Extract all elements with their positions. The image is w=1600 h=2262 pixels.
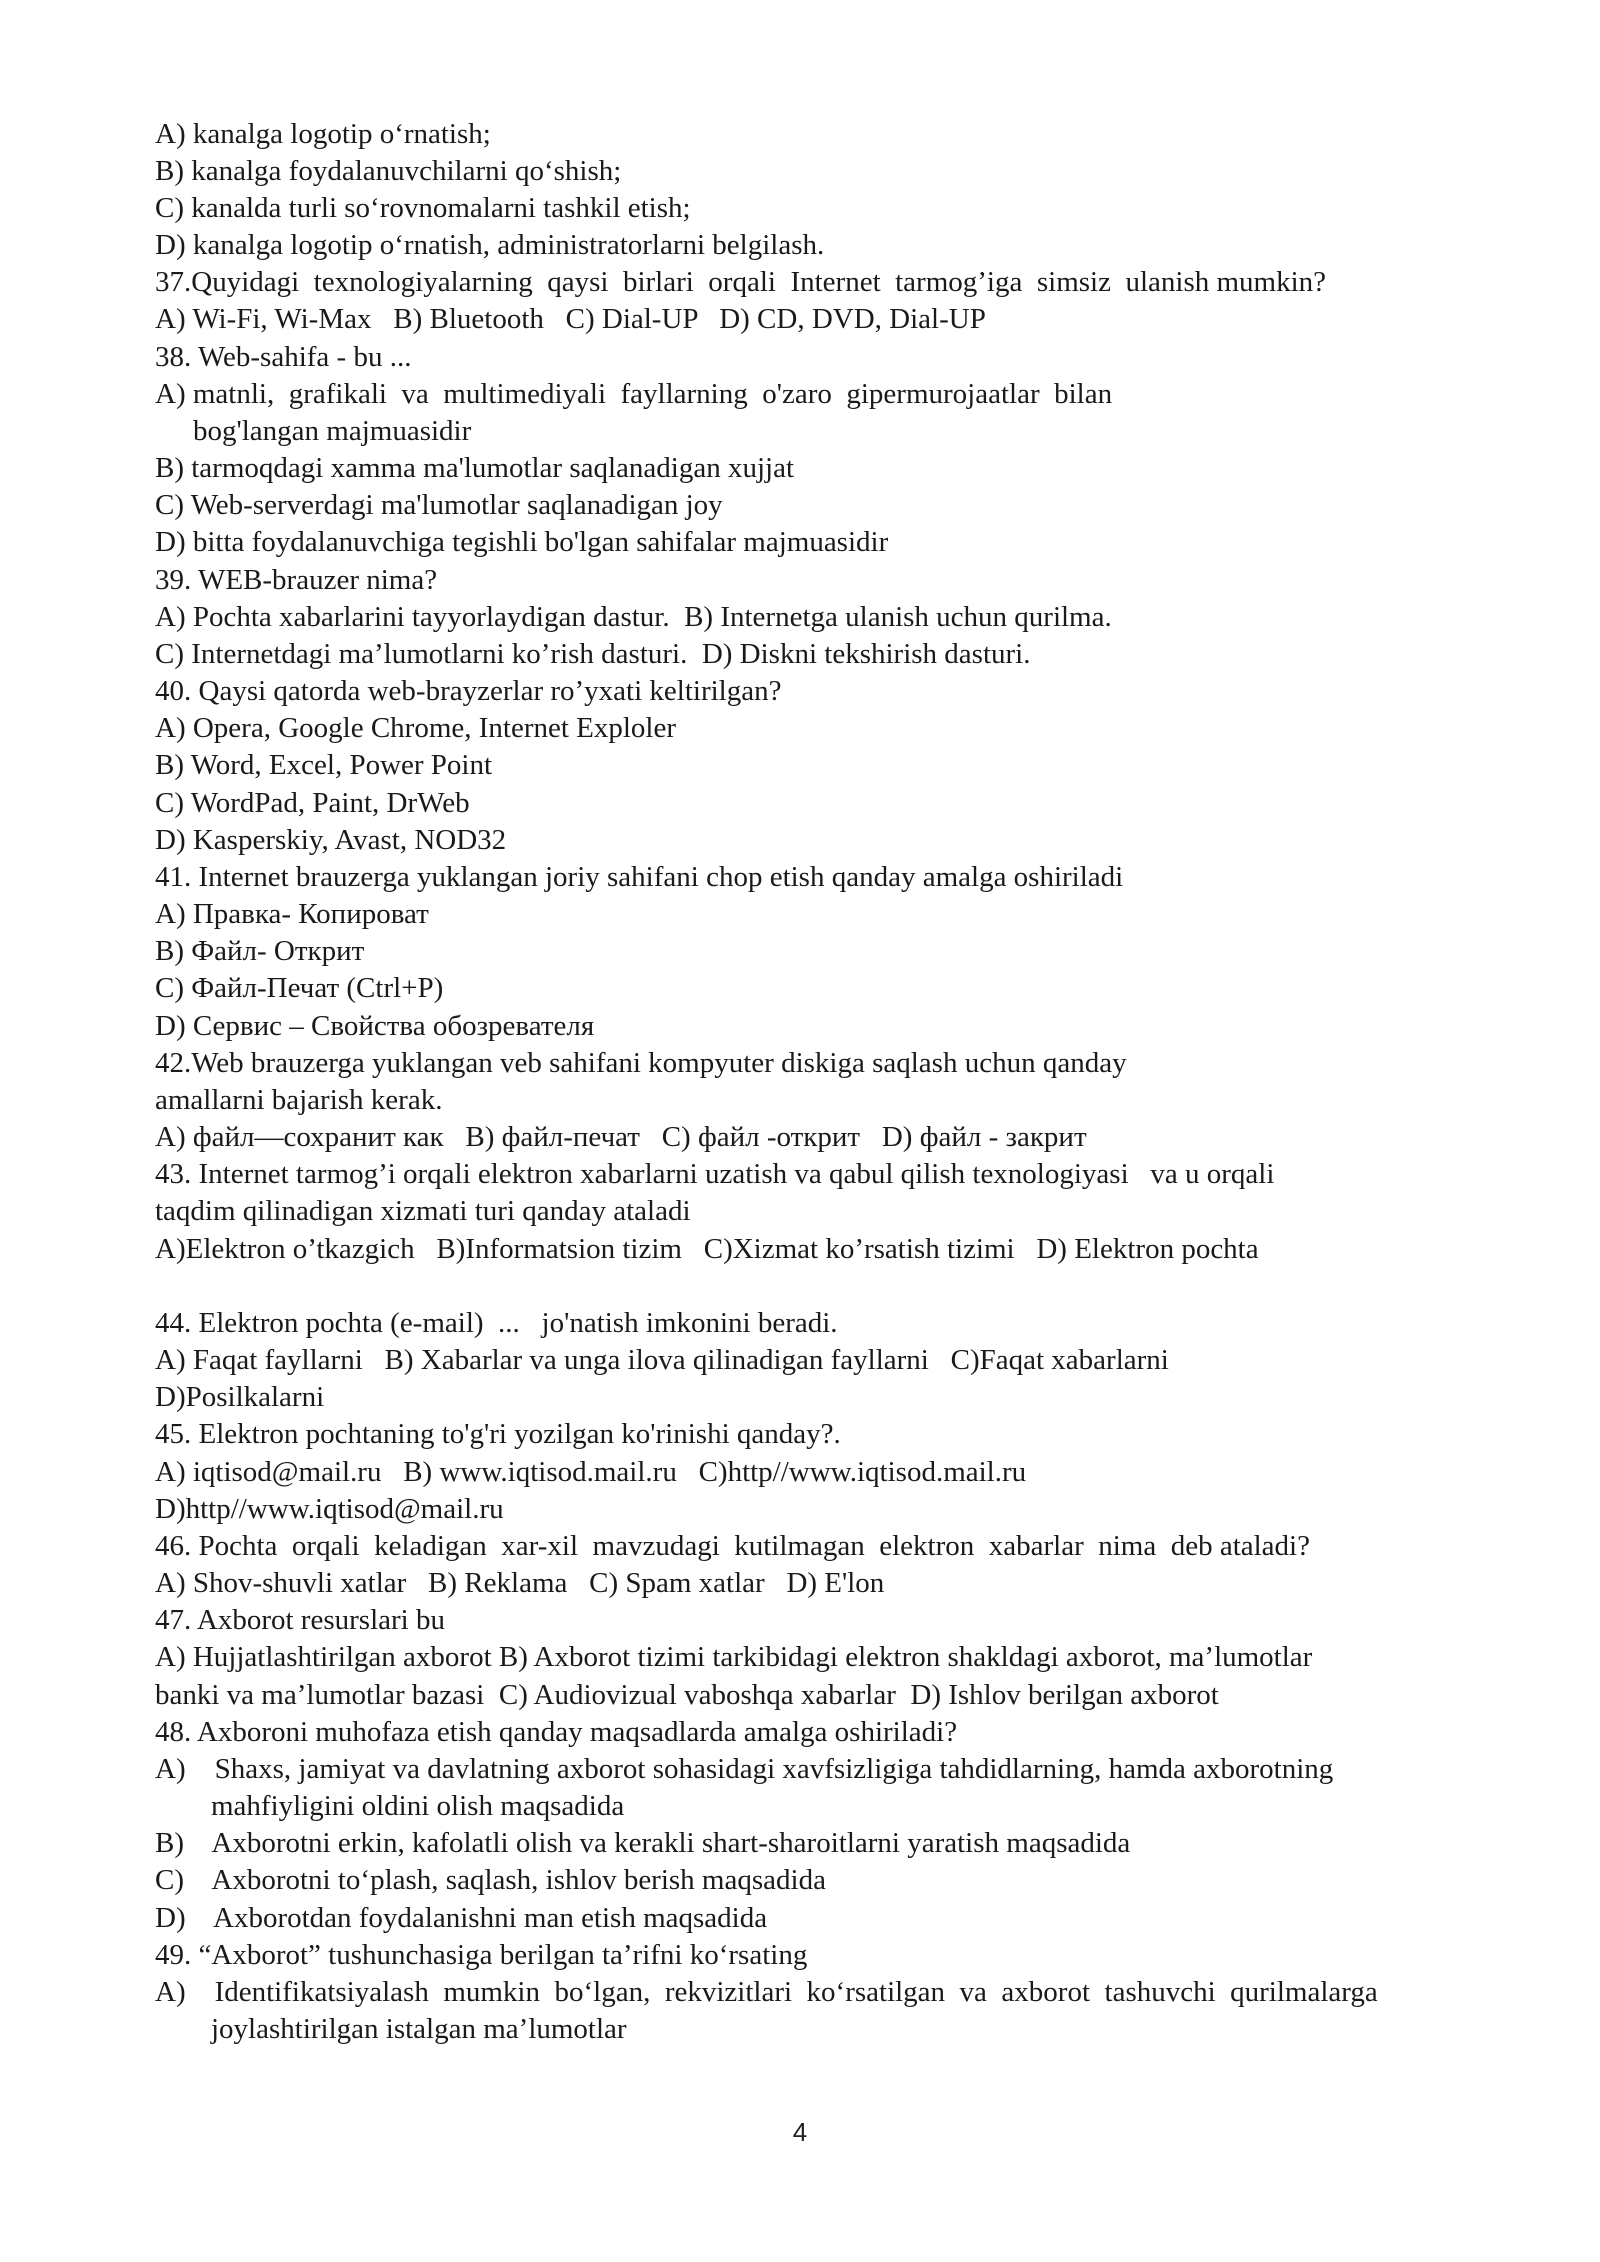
- answer-48-d: D) Axborotdan foydalanishni man etish maqsadida: [155, 1902, 768, 1934]
- question-40: 40. Qaysi qatorda web-brayzerlar ro’yxati keltirilgan?: [155, 675, 782, 707]
- answer-48-a-cont: mahfiyligini oldini olish maqsadida: [211, 1790, 625, 1822]
- answer-41-c: C) Файл-Печат (Ctrl+P): [155, 972, 444, 1004]
- answers-44: A) Faqat fayllarni B) Xabarlar va unga ilova qilinadigan fayllarni C)Faqat xabarlarni: [155, 1344, 1169, 1376]
- answers-39-cd: C) Internetdagi ma’lumotlarni ko’rish dasturi. D) Diskni tekshirish dasturi.: [155, 638, 1031, 670]
- question-42: 42.Web brauzerga yuklangan veb sahifani kompyuter diskiga saqlash uchun qanday: [155, 1047, 1127, 1079]
- question-43: 43. Internet tarmog’i orqali elektron xabarlarni uzatish va qabul qilish texnologiyasi va u orqali: [155, 1158, 1275, 1190]
- question-37: 37.Quyidagi texnologiyalarning qaysi birlari orqali Internet tarmog’iga simsiz ulanish mumkin?: [155, 266, 1327, 298]
- question-48: 48. Axboroni muhofaza etish qanday maqsadlarda amalga oshiriladi?: [155, 1716, 958, 1748]
- answers-39-ab: A) Pochta xabarlarini tayyorlaydigan dastur. B) Internetga ulanish uchun qurilma.: [155, 601, 1112, 633]
- question-38: 38. Web-sahifa - bu ...: [155, 341, 412, 373]
- answers-44-cont: D)Posilkalarni: [155, 1381, 325, 1413]
- text-line: A) kanalga logotip o‘rnatish;: [155, 118, 491, 150]
- answers-43: A)Elektron o’tkazgich B)Informatsion tizim C)Xizmat ko’rsatish tizimi D) Elektron pochta: [155, 1233, 1259, 1265]
- answer-49-a-cont: joylashtirilgan istalgan ma’lumotlar: [211, 2013, 627, 2045]
- answers-46: A) Shov-shuvli xatlar B) Reklama C) Spam xatlar D) E'lon: [155, 1567, 885, 1599]
- answer-40-b: B) Word, Excel, Power Point: [155, 749, 493, 781]
- question-42-cont: amallarni bajarish kerak.: [155, 1084, 443, 1116]
- answer-40-a: A) Opera, Google Chrome, Internet Exploler: [155, 712, 677, 744]
- answer-38-b: B) tarmoqdagi xamma ma'lumotlar saqlanadigan xujjat: [155, 452, 795, 484]
- question-44: 44. Elektron pochta (e-mail) ... jo'natish imkonini beradi.: [155, 1307, 838, 1339]
- question-47: 47. Axborot resurslari bu: [155, 1604, 445, 1636]
- answers-37: A) Wi-Fi, Wi-Max B) Bluetooth C) Dial-UP D) CD, DVD, Dial-UP: [155, 303, 986, 335]
- answer-49-a: A) Identifikatsiyalash mumkin bo‘lgan, rekvizitlari ko‘rsatilgan va axborot tashuvchi qurilmalarga: [155, 1976, 1378, 2008]
- answer-48-b: B) Axborotni erkin, kafolatli olish va kerakli shart-sharoitlarni yaratish maqsadida: [155, 1827, 1131, 1859]
- answer-48-c: C) Axborotni to‘plash, saqlash, ishlov berish maqsadida: [155, 1864, 826, 1896]
- question-43-cont: taqdim qilinadigan xizmati turi qanday ataladi: [155, 1195, 691, 1227]
- question-49: 49. “Axborot” tushunchasiga berilgan ta’rifni ko‘rsating: [155, 1939, 808, 1971]
- text-line: C) kanalda turli so‘rovnomalarni tashkil etish;: [155, 192, 691, 224]
- answer-38-c: C) Web-serverdagi ma'lumotlar saqlanadigan joy: [155, 489, 723, 521]
- answers-47: A) Hujjatlashtirilgan axborot B) Axborot tizimi tarkibidagi elektron shakldagi axborot, ma’lumotlar: [155, 1641, 1313, 1673]
- text-line: B) kanalga foydalanuvchilarni qo‘shish;: [155, 155, 622, 187]
- answers-45-cont: D)http//www.iqtisod@mail.ru: [155, 1493, 504, 1525]
- answers-45: A) iqtisod@mail.ru B) www.iqtisod.mail.ru C)http//www.iqtisod.mail.ru: [155, 1456, 1027, 1488]
- answers-42: A) файл—сохранит как B) файл-печат C) файл -открит D) файл - закрит: [155, 1121, 1087, 1153]
- answer-40-c: C) WordPad, Paint, DrWeb: [155, 787, 470, 819]
- page-number: 4: [792, 2117, 808, 2147]
- answer-41-d: D) Сервис – Свойства обозревателя: [155, 1010, 595, 1042]
- question-41: 41. Internet brauzerga yuklangan joriy sahifani chop etish qanday amalga oshiriladi: [155, 861, 1124, 893]
- question-45: 45. Elektron pochtaning to'g'ri yozilgan ko'rinishi qanday?.: [155, 1418, 841, 1450]
- answer-41-a: A) Правка- Копироват: [155, 898, 429, 930]
- text-line: D) kanalga logotip o‘rnatish, administratorlarni belgilash.: [155, 229, 825, 261]
- answer-40-d: D) Kasperskiy, Avast, NOD32: [155, 824, 507, 856]
- answer-38-d: D) bitta foydalanuvchiga tegishli bo'lgan sahifalar majmuasidir: [155, 526, 889, 558]
- answers-47-cont: banki va ma’lumotlar bazasi C) Audiovizual vaboshqa xabarlar D) Ishlov berilgan axborot: [155, 1679, 1219, 1711]
- question-46: 46. Pochta orqali keladigan xar-xil mavzudagi kutilmagan elektron xabarlar nima deb ataladi?: [155, 1530, 1310, 1562]
- answer-48-a: A) Shaxs, jamiyat va davlatning axborot sohasidagi xavfsizligiga tahdidlarning, hamda axborotning: [155, 1753, 1334, 1785]
- question-39: 39. WEB-brauzer nima?: [155, 564, 438, 596]
- answer-41-b: B) Файл- Открит: [155, 935, 365, 967]
- answer-38-a-cont: bog'langan majmuasidir: [193, 415, 472, 447]
- answer-38-a: A) matnli, grafikali va multimediyali fayllarning o'zaro gipermurojaatlar bilan: [155, 378, 1113, 410]
